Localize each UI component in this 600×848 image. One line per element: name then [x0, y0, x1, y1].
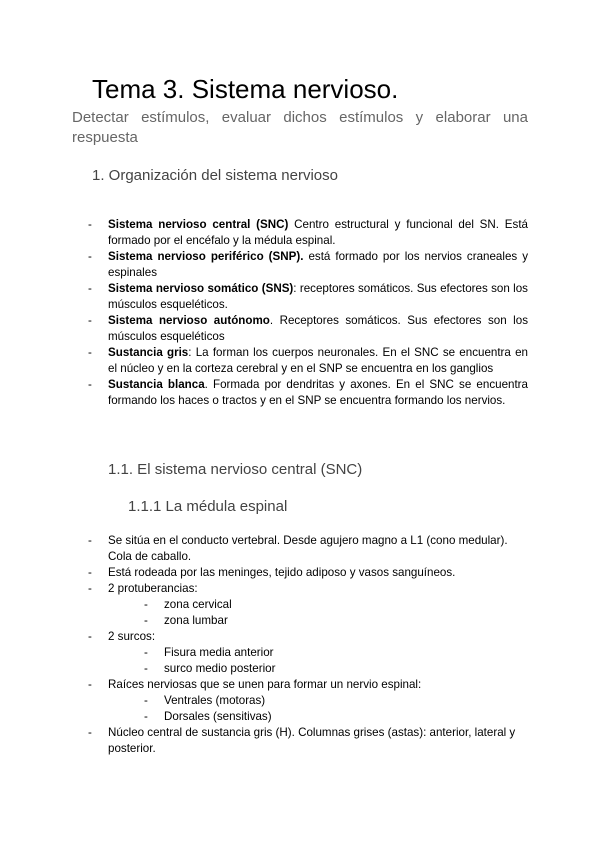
list-item — [88, 725, 528, 757]
sub-list — [108, 597, 528, 629]
list-item — [88, 377, 528, 409]
list-item-text: . Formada por dendritas y axones. En el SNC se encuentra formando los haces o tractos y en el SNP se encuentra formando los nervios. — [108, 378, 528, 407]
list-item — [88, 345, 528, 377]
list-item — [88, 629, 528, 677]
section-heading-snc: 1.1. El sistema nervioso central (SNC) — [108, 461, 363, 478]
section-heading-medula: 1.1.1 La médula espinal — [128, 498, 288, 515]
list-item — [88, 217, 528, 249]
sub-list-item: - Ventrales (motoras) — [144, 693, 528, 709]
sub-list-item: - Dorsales (sensitivas) — [144, 709, 528, 725]
list-item-term: Sistema nervioso somático (SNS) — [108, 282, 294, 295]
sub-list — [108, 693, 528, 725]
list-item-text: : La forman los cuerpos neuronales. En el SNC se encuentra en el núcleo y en la corteza cerebral y en el SNP se encuentra en los ganglios — [108, 346, 528, 375]
list-item — [88, 581, 528, 629]
section-heading-organizacion: 1. Organización del sistema nervioso — [92, 167, 338, 184]
list-item-term: Sistema nervioso central (SNC) — [108, 218, 289, 231]
list-item-term: Sistema nervioso autónomo — [108, 314, 270, 327]
list-item-term: Sistema nervioso periférico (SNP). — [108, 250, 304, 263]
sub-list-item: - zona lumbar — [144, 613, 528, 629]
list-item — [88, 313, 528, 345]
sub-list-item: - zona cervical — [144, 597, 528, 613]
sub-list — [108, 645, 528, 677]
definitions-list — [88, 217, 528, 409]
list-item-text: está formado por los nervios craneales y espinales — [108, 250, 528, 279]
sub-list-item: - surco medio posterior — [144, 661, 528, 677]
list-item — [88, 565, 528, 581]
list-item-term: Sustancia blanca — [108, 378, 205, 391]
list-item — [88, 533, 528, 565]
list-item-text: Está rodeada por las meninges, tejido adiposo y vasos sanguíneos. — [108, 566, 456, 579]
list-item-text: Núcleo central de sustancia gris (H). Columnas grises (astas): anterior, lateral y posterior. — [108, 726, 516, 755]
list-item-text: 2 protuberancias: — [108, 582, 198, 595]
list-item — [88, 281, 528, 313]
medula-list — [88, 533, 528, 757]
list-item-text: Raíces nerviosas que se unen para formar un nervio espinal: — [108, 678, 422, 691]
list-item — [88, 249, 528, 281]
list-item-text: Centro estructural y funcional del SN. Está formado por el encéfalo y la médula espinal. — [108, 218, 528, 247]
list-item-term: Sustancia gris — [108, 346, 189, 359]
page-title: Tema 3. Sistema nervioso. — [92, 74, 399, 104]
list-item-text: Se sitúa en el conducto vertebral. Desde agujero magno a L1 (cono medular). Cola de caballo. — [108, 534, 508, 563]
sub-list-item: - Fisura media anterior — [144, 645, 528, 661]
list-item-text: : receptores somáticos. Sus efectores son los músculos esqueléticos. — [108, 282, 528, 311]
list-item-text: . Receptores somáticos. Sus efectores son los músculos esqueléticos — [108, 314, 528, 343]
list-item-text: 2 surcos: — [108, 630, 156, 643]
list-item — [88, 677, 528, 725]
page-subtitle: Detectar estímulos, evaluar dichos estímulos y elaborar una respuesta — [72, 109, 528, 146]
